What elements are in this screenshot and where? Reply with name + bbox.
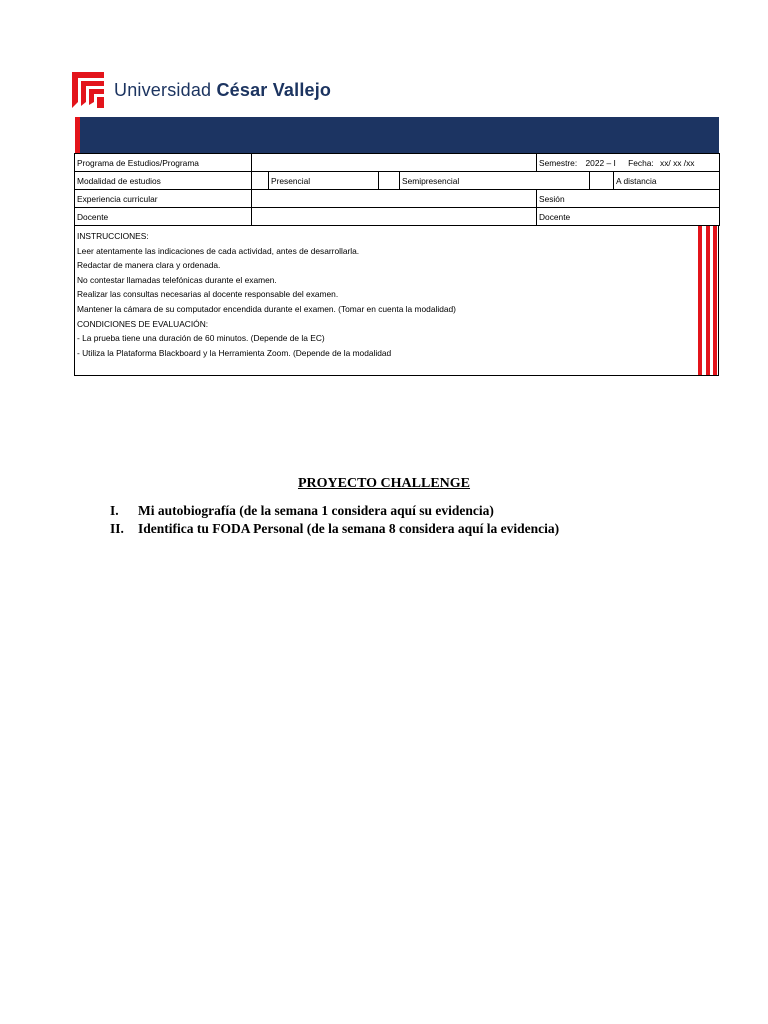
instruction-line: Redactar de manera clara y ordenada. [77, 260, 221, 271]
instruction-line: - La prueba tiene una duración de 60 minutos. (Depende de la EC) [77, 333, 325, 344]
table-row [75, 208, 720, 226]
instruction-line: - Utiliza la Plataforma Blackboard y la Herramienta Zoom. (Depende de la modalidad [77, 347, 392, 358]
date-value: xx/ xx /xx [660, 157, 695, 168]
instruction-line: Realizar las consultas necesarias al docente responsable del examen. [77, 289, 339, 300]
uvc-shield-icon [72, 72, 104, 108]
decorative-stripes [698, 226, 718, 375]
exam-info-table [74, 153, 720, 226]
date-label: Fecha: [628, 157, 654, 168]
table-row [75, 154, 720, 172]
item-text: Mi autobiografía (de la semana 1 considera aquí su evidencia) [138, 503, 494, 518]
teacher-label-2: Docente [537, 208, 720, 226]
instruction-line: INSTRUCCIONES: [77, 231, 149, 241]
teacher-field[interactable] [252, 208, 537, 226]
table-row [75, 172, 720, 190]
semipresencial-label: Semipresencial [400, 172, 590, 190]
item-number: II. [110, 521, 124, 536]
list-item [110, 520, 559, 538]
program-label: Programa de Estudios/Programa [75, 154, 252, 172]
project-title: PROYECTO CHALLENGE [297, 476, 471, 491]
item-text: Identifica tu FODA Personal (de la semana 8 considera aquí la evidencia) [138, 521, 560, 536]
experience-field[interactable] [252, 190, 537, 208]
session-label: Sesión [537, 190, 720, 208]
university-prefix: Universidad [114, 79, 212, 100]
table-row [75, 190, 720, 208]
semester-label: Semestre: [539, 157, 578, 168]
instruction-line: Mantener la cámara de su computador encendida durante el examen. (Tomar en cuenta la modalidad) [77, 303, 456, 314]
presencial-label: Presencial [269, 172, 379, 190]
semester-value: 2022 – I [585, 157, 616, 168]
list-item [110, 502, 559, 520]
project-heading [0, 474, 768, 492]
instructions-box [74, 226, 719, 376]
program-field[interactable] [252, 154, 537, 172]
header-banner [75, 117, 719, 153]
semipresencial-checkbox[interactable] [379, 172, 400, 190]
banner-accent [75, 117, 80, 153]
university-name-bold: César Vallejo [216, 79, 332, 100]
instructions-text [77, 229, 456, 360]
instruction-line: No contestar llamadas telefónicas durante el examen. [77, 274, 277, 285]
experience-label: Experiencia curricular [75, 190, 252, 208]
instruction-line: Leer atentamente las indicaciones de cada actividad, antes de desarrollarla. [77, 245, 360, 256]
distancia-label: A distancia [614, 172, 720, 190]
distancia-checkbox[interactable] [590, 172, 614, 190]
presencial-checkbox[interactable] [252, 172, 269, 190]
semester-cell [537, 154, 720, 172]
project-items [110, 502, 559, 538]
item-number: I. [110, 503, 119, 518]
university-logo [72, 72, 331, 108]
teacher-label: Docente [75, 208, 252, 226]
instruction-line: CONDICIONES DE EVALUACIÓN: [77, 318, 209, 329]
modality-label: Modalidad de estudios [75, 172, 252, 190]
university-name [114, 80, 331, 101]
